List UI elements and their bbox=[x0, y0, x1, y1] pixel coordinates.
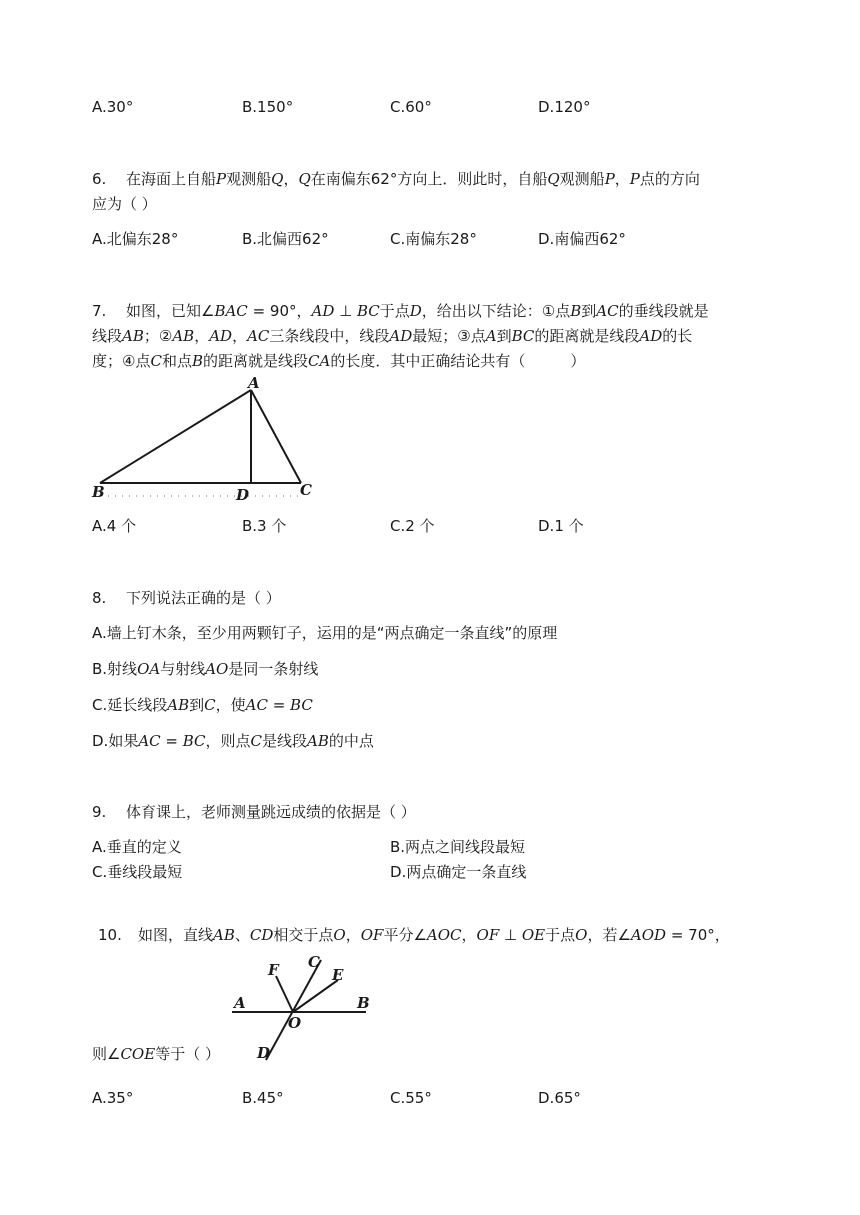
text-run: 如图，直线 bbox=[138, 926, 214, 944]
text-run: = 90°， bbox=[247, 302, 312, 320]
math-symbol: Q bbox=[298, 170, 311, 188]
math-symbol: AD bbox=[311, 302, 335, 320]
text-run: B.射线 bbox=[92, 660, 138, 678]
text-run: 最短；③点 bbox=[412, 327, 486, 345]
text-run: ， bbox=[232, 327, 248, 345]
text-run: ，使 bbox=[215, 696, 246, 714]
math-symbol: B bbox=[570, 302, 582, 320]
text-run: ， bbox=[194, 327, 210, 345]
text-run: 的距离就是线段 bbox=[202, 352, 308, 370]
q7-label-d: D bbox=[236, 486, 250, 504]
math-symbol: AD bbox=[389, 327, 413, 345]
q7-option-b[interactable]: B.3 个 bbox=[242, 517, 287, 535]
text-run: = bbox=[267, 696, 291, 714]
math-symbol: AD bbox=[639, 327, 663, 345]
q9-option-c[interactable]: C.垂线段最短 bbox=[92, 863, 183, 881]
text-run: 的长 bbox=[662, 327, 693, 345]
q10-stem-line2 bbox=[92, 1044, 220, 1064]
text-run: 是线段 bbox=[262, 732, 308, 750]
math-symbol: OA bbox=[137, 660, 161, 678]
math-symbol: BC bbox=[290, 696, 313, 714]
q9-stem-text: 体育课上，老师测量跳远成绩的依据是（ ） bbox=[126, 803, 416, 821]
text-run: 三条线段中，线段 bbox=[269, 327, 390, 345]
text-run: ⊥ bbox=[499, 926, 522, 944]
text-run: A.墙上钉木条，至少用两颗钉子，运用的是“两点确定一条直线”的原理 bbox=[92, 624, 558, 642]
math-symbol: CA bbox=[308, 352, 331, 370]
text-run: 与射线 bbox=[160, 660, 206, 678]
math-symbol: Q bbox=[271, 170, 284, 188]
q10-ray-oe bbox=[293, 980, 338, 1012]
q10-label-a: A bbox=[234, 994, 246, 1012]
q10-label-o: O bbox=[288, 1014, 302, 1032]
math-symbol: AO bbox=[205, 660, 229, 678]
q10-option-a[interactable]: A.35° bbox=[92, 1089, 134, 1107]
text-run: 平分∠ bbox=[383, 926, 427, 944]
math-symbol: Q bbox=[547, 170, 560, 188]
q9-option-d[interactable]: D.两点确定一条直线 bbox=[390, 863, 527, 881]
math-symbol: OF bbox=[476, 926, 500, 944]
q10-option-b[interactable]: B.45° bbox=[242, 1089, 284, 1107]
q5-option-c[interactable]: C.60° bbox=[390, 98, 432, 116]
text-run: 的中点 bbox=[328, 732, 374, 750]
text-run: 是同一条射线 bbox=[228, 660, 319, 678]
q7-option-c[interactable]: C.2 个 bbox=[390, 517, 435, 535]
text-run: 到 bbox=[581, 302, 597, 320]
q7-label-a: A bbox=[248, 374, 260, 392]
text-run: ， bbox=[614, 170, 630, 188]
q10-label-f: F bbox=[268, 961, 279, 979]
text-run: 在海面上自船 bbox=[126, 170, 217, 188]
math-symbol: OF bbox=[360, 926, 384, 944]
text-run: ，给出以下结论：①点 bbox=[421, 302, 571, 320]
math-symbol: O bbox=[575, 926, 588, 944]
math-symbol: O bbox=[333, 926, 346, 944]
text-run: 则∠ bbox=[92, 1045, 121, 1063]
text-run: ， bbox=[461, 926, 477, 944]
text-run: ，若∠ bbox=[587, 926, 631, 944]
q7-option-a[interactable]: A.4 个 bbox=[92, 517, 137, 535]
math-symbol: AB bbox=[213, 926, 235, 944]
text-run: 观测船 bbox=[226, 170, 272, 188]
math-symbol: AC bbox=[138, 732, 161, 750]
q6-option-c[interactable]: C.南偏东28° bbox=[390, 230, 477, 248]
math-symbol: P bbox=[629, 170, 640, 188]
math-symbol: AC bbox=[247, 327, 270, 345]
q9-option-b[interactable]: B.两点之间线段最短 bbox=[390, 838, 526, 856]
math-symbol: BC bbox=[356, 302, 380, 320]
q9-option-a[interactable]: A.垂直的定义 bbox=[92, 838, 182, 856]
q10-label-e: E bbox=[332, 966, 344, 984]
math-symbol: P bbox=[216, 170, 227, 188]
q10-option-c[interactable]: C.55° bbox=[390, 1089, 432, 1107]
math-symbol: AB bbox=[172, 327, 195, 345]
text-run: 的长度．其中正确结论共有（ ） bbox=[330, 352, 586, 370]
text-run: = 70°， bbox=[666, 926, 730, 944]
q7-label-b: B bbox=[92, 483, 105, 501]
q5-option-a[interactable]: A.30° bbox=[92, 98, 134, 116]
q10-label-b: B bbox=[357, 994, 370, 1012]
math-symbol: P bbox=[604, 170, 615, 188]
math-symbol: BAC bbox=[214, 302, 248, 320]
math-symbol: AOD bbox=[630, 926, 667, 944]
math-symbol: AC bbox=[596, 302, 619, 320]
text-run: 相交于点 bbox=[273, 926, 334, 944]
q10-number: 10. bbox=[98, 926, 122, 944]
text-run: ， bbox=[283, 170, 299, 188]
text-run: D.如果 bbox=[92, 732, 139, 750]
q10-label-c: C bbox=[308, 953, 320, 971]
math-symbol: C bbox=[250, 732, 263, 750]
q7-label-c: C bbox=[300, 481, 312, 499]
q5-option-d[interactable]: D.120° bbox=[538, 98, 591, 116]
q10-label-d: D bbox=[257, 1044, 271, 1062]
math-symbol: AC bbox=[245, 696, 268, 714]
text-run: = bbox=[160, 732, 183, 750]
text-run: 观测船 bbox=[559, 170, 605, 188]
text-run: 、 bbox=[234, 926, 250, 944]
text-run: 于点 bbox=[379, 302, 410, 320]
q10-ray-of bbox=[276, 976, 293, 1012]
text-run: 和点 bbox=[161, 352, 192, 370]
text-run: 的距离就是线段 bbox=[534, 327, 640, 345]
math-symbol: CD bbox=[249, 926, 274, 944]
math-symbol: AB bbox=[122, 327, 144, 345]
math-symbol: AB bbox=[167, 696, 190, 714]
text-run: ⊥ bbox=[334, 302, 357, 320]
text-run: ， bbox=[345, 926, 361, 944]
q6-stem-line2: 应为（ ） bbox=[92, 195, 157, 213]
text-run: 等于（ ） bbox=[155, 1045, 220, 1063]
q6-number: 6. bbox=[92, 170, 107, 188]
q6-option-d[interactable]: D.南偏西62° bbox=[538, 230, 626, 248]
text-run: 在南偏东62°方向上．则此时，自船 bbox=[310, 170, 548, 188]
q6-option-a[interactable]: A.北偏东28° bbox=[92, 230, 179, 248]
q8-number: 8. bbox=[92, 589, 107, 607]
q9-number: 9. bbox=[92, 803, 107, 821]
math-symbol: A bbox=[485, 327, 497, 345]
math-symbol: AOC bbox=[426, 926, 462, 944]
text-run: 点的方向 bbox=[639, 170, 700, 188]
text-run: 到 bbox=[189, 696, 205, 714]
math-symbol: COE bbox=[120, 1045, 156, 1063]
math-symbol: BC bbox=[511, 327, 535, 345]
q7-option-d[interactable]: D.1 个 bbox=[538, 517, 584, 535]
q5-option-b[interactable]: B.150° bbox=[242, 98, 294, 116]
text-run: ，则点 bbox=[205, 732, 251, 750]
text-run: 度；④点 bbox=[92, 352, 151, 370]
math-symbol: C bbox=[150, 352, 162, 370]
q7-number: 7. bbox=[92, 302, 107, 320]
text-run: 如图，已知∠ bbox=[126, 302, 215, 320]
text-run: 到 bbox=[496, 327, 512, 345]
text-run: 于点 bbox=[545, 926, 576, 944]
q10-option-d[interactable]: D.65° bbox=[538, 1089, 581, 1107]
math-symbol: B bbox=[191, 352, 203, 370]
text-run: ；② bbox=[143, 327, 173, 345]
q6-option-b[interactable]: B.北偏西62° bbox=[242, 230, 329, 248]
text-run: 线段 bbox=[92, 327, 123, 345]
math-symbol: OE bbox=[521, 926, 546, 944]
math-symbol: C bbox=[204, 696, 216, 714]
q8-stem-text: 下列说法正确的是（ ） bbox=[126, 589, 281, 607]
math-symbol: BC bbox=[182, 732, 206, 750]
math-symbol: AD bbox=[209, 327, 233, 345]
text-run: C.延长线段 bbox=[92, 696, 168, 714]
math-symbol: AB bbox=[307, 732, 329, 750]
text-run: 的垂线段就是 bbox=[618, 302, 709, 320]
math-symbol: D bbox=[409, 302, 422, 320]
